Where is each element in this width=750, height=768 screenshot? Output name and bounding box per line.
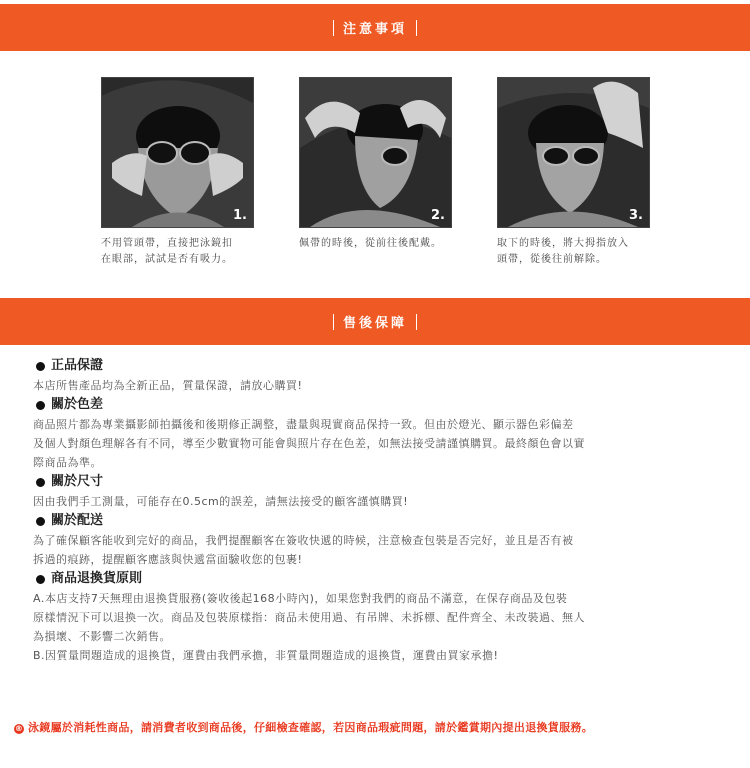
step-2-number: 2. [431, 208, 445, 223]
section-genuine [14, 356, 736, 395]
aftersale-banner [0, 298, 750, 345]
bullet-icon [36, 517, 45, 526]
section-line: 及個人對顏色理解各有不同，導至少數實物可能會與照片存在色差，如無法接受請謹慎購買。最終顏色會以實 [33, 437, 585, 450]
notice-banner-title: 注意事項 [314, 18, 436, 37]
step-1-caption: 不用管頭帶，直接把泳鏡扣 在眼部，試試是否有吸力。 [101, 238, 233, 265]
step-3-number: 3. [629, 208, 643, 223]
step-2-caption: 佩帶的時後，從前往後配戴。 [299, 238, 442, 249]
section-line: 際商品為準。 [33, 456, 102, 469]
section-line: 商品照片都為專業攝影師拍攝後和後期修正調整，盡量與現實商品保持一致。但由於燈光、顯示器色彩偏差 [33, 418, 574, 431]
section-title: 關於配送 [51, 513, 104, 528]
section-line: 為了確保顧客能收到完好的商品，我們提醒顧客在簽收快遞的時候，注意檢查包裝是否完好，並且是否有被 [33, 534, 574, 547]
bullet-icon [36, 575, 45, 584]
step-1-number: 1. [233, 208, 247, 223]
section-line: 本店所售產品均為全新正品，質量保證，請放心購買! [33, 379, 303, 392]
aftersale-sections [14, 356, 736, 665]
registered-mark-icon: ® [14, 724, 24, 733]
section-returns [14, 569, 736, 665]
section-title: 正品保證 [51, 358, 104, 373]
step-1-illustration [101, 77, 254, 228]
bullet-icon [36, 478, 45, 487]
section-delivery [14, 511, 736, 569]
section-line: 為損壞、不影響二次銷售。 [33, 630, 171, 643]
section-line: B.因質量問題造成的退換貨，運費由我們承擔，非質量問題造成的退換貨，運費由買家承擔! [33, 649, 499, 662]
footer-notice-text: 泳鏡屬於消耗性商品，請消費者收到商品後，仔細檢查確認，若因商品瑕疵問題，請於鑑賞期內提出退換貨服務。 [28, 721, 593, 734]
section-title: 商品退換貨原則 [51, 571, 143, 586]
section-title: 關於尺寸 [51, 474, 104, 489]
section-title: 關於色差 [51, 397, 104, 412]
footer-notice [14, 719, 593, 735]
step-3-caption: 取下的時後，將大拇指放入 頭帶，從後往前解除。 [497, 238, 629, 265]
aftersale-banner-title: 售後保障 [314, 312, 436, 331]
notice-banner [0, 4, 750, 51]
section-line: A.本店支持7天無理由退換貨服務(簽收後起168小時內)，如果您對我們的商品不滿意，在保存商品及包裝 [33, 592, 568, 605]
bullet-icon [36, 362, 45, 371]
bullet-icon [36, 401, 45, 410]
section-line: 拆過的痕跡，提醒顧客應該與快遞當面驗收您的包裹! [33, 553, 303, 566]
section-size [14, 472, 736, 511]
step-2-illustration [299, 77, 452, 228]
section-line: 因由我們手工測量，可能存在0.5cm的誤差，請無法接受的顧客謹慎購買! [33, 495, 409, 508]
section-line: 原樣情況下可以退換一次。商品及包裝原樣指：商品未使用過、有吊牌、未拆標、配件齊全、未改裝過、無人 [33, 611, 585, 624]
section-color [14, 395, 736, 472]
step-3-illustration [497, 77, 650, 228]
